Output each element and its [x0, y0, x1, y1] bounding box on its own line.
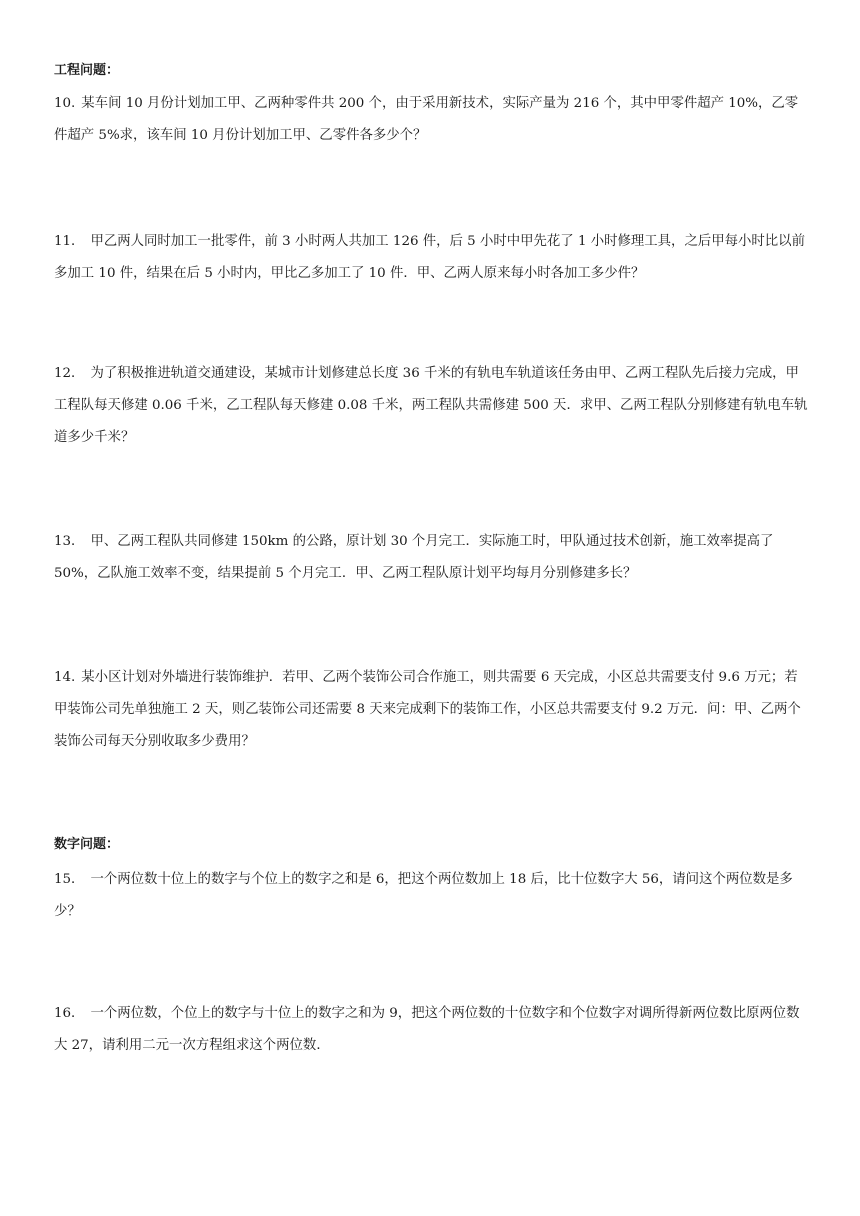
problem-text: 甲、乙两工程队共同修建 150km 的公路，原计划 30 个月完工．实际施工时，甲队通过技术创新，施工效率提高了 50%，乙队施工效率不变，结果提前 5 个月完工．甲、乙两工程队原计划平均每月分别修建多长？	[54, 534, 774, 581]
problem-text: 甲乙两人同时加工一批零件，前 3 小时两人共加工 126 件，后 5 小时中甲先花了 1 小时修理工具，之后甲每小时比以前多加工 10 件，结果在后 5 小时内，甲比乙多加工了 10 件．甲、乙两人原来每小时各加工多少件？	[54, 234, 805, 281]
section-heading-engineering: 工程问题：	[54, 63, 120, 78]
problem-11	[54, 226, 810, 290]
problem-text: 为了积极推进轨道交通建设，某城市计划修建总长度 36 千米的有轨电车轨道该任务由甲、乙两工程队先后接力完成，甲工程队每天修建 0.06 千米，乙工程队每天修建 0.08 千米，两工程队共需修建 500 天．求甲、乙两工程队分别修建有轨电车轨道多少千米？	[54, 366, 808, 445]
problem-number: 14.	[54, 670, 76, 685]
problem-number: 15．	[54, 872, 85, 887]
problem-text: 一个两位数十位上的数字与个位上的数字之和是 6，把这个两位数加上 18 后，比十位数字大 56，请问这个两位数是多少？	[54, 872, 793, 919]
problem-number: 12．	[54, 366, 85, 381]
problem-14	[54, 662, 810, 758]
problem-number: 13．	[54, 534, 85, 549]
problem-number: 11．	[54, 234, 85, 249]
problem-12	[54, 358, 810, 454]
problem-text: 某小区计划对外墙进行装饰维护．若甲、乙两个装饰公司合作施工，则共需要 6 天完成，小区总共需要支付 9.6 万元；若甲装饰公司先单独施工 2 天，则乙装饰公司还需要 8 天来完成剩下的装饰工作，小区总共需要支付 9.2 万元．问：甲、乙两个装饰公司每天分别收取多少费用？	[54, 670, 801, 749]
problem-15	[54, 864, 810, 928]
problem-number: 16．	[54, 1006, 85, 1021]
problem-text: 某车间 10 月份计划加工甲、乙两种零件共 200 个，由于采用新技术，实际产量为 216 个，其中甲零件超产 10%，乙零件超产 5%求，该车间 10 月份计划加工甲、乙零件各多少个？	[54, 96, 799, 143]
section-heading-digits: 数字问题：	[54, 837, 120, 852]
problem-10	[54, 88, 810, 152]
problem-number: 10.	[54, 96, 76, 111]
problem-text: 一个两位数，个位上的数字与十位上的数字之和为 9，把这个两位数的十位数字和个位数字对调所得新两位数比原两位数大 27，请利用二元一次方程组求这个两位数．	[54, 1006, 800, 1053]
problem-13	[54, 526, 810, 590]
problem-16	[54, 998, 810, 1062]
